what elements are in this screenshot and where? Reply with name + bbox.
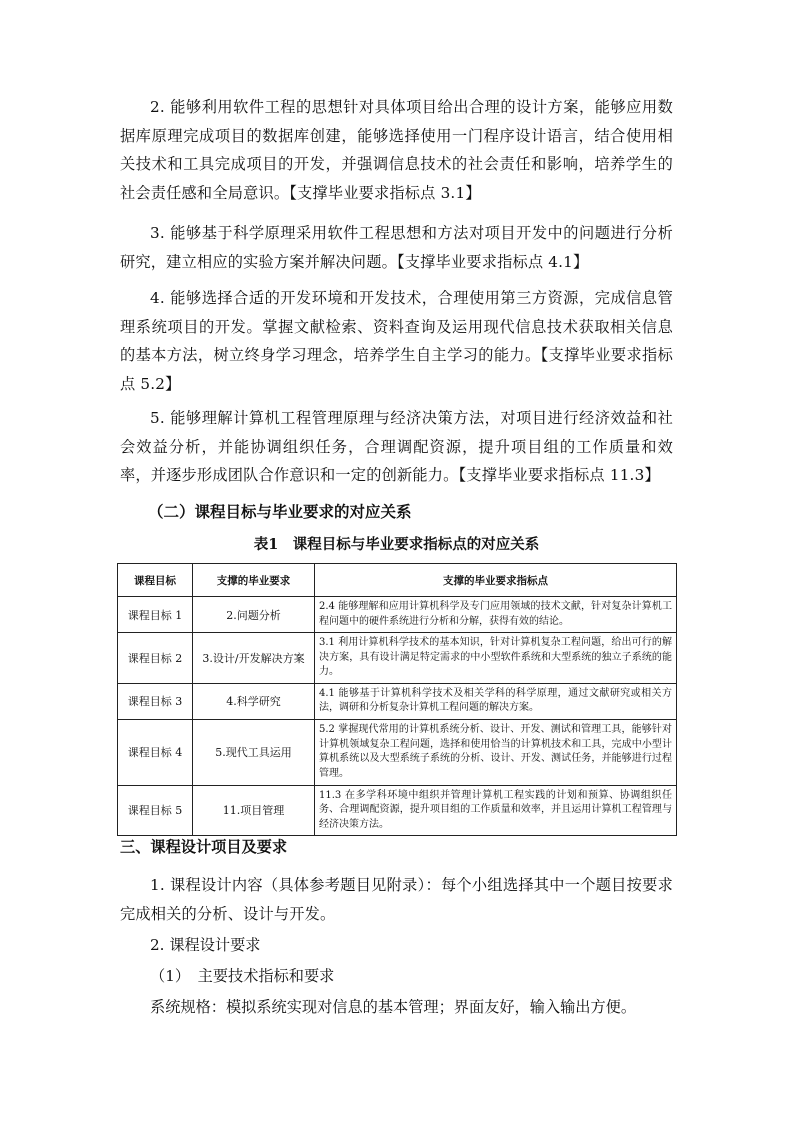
paragraph-goal-3	[120, 219, 673, 276]
table-row	[118, 597, 677, 633]
cell-goal: 课程目标 5	[118, 785, 193, 836]
table-caption: 表1 课程目标与毕业要求指标点的对应关系	[253, 536, 540, 553]
item-2-1: （1） 主要技术指标和要求	[150, 967, 335, 985]
cell-goal: 课程目标 2	[118, 633, 193, 684]
system-spec: 系统规格：模拟系统实现对信息的基本管理；界面友好，输入输出方便。	[150, 998, 636, 1016]
cell-requirement: 5.现代工具运用	[193, 719, 315, 785]
item-2: 2. 课程设计要求	[150, 936, 261, 954]
cell-indicator: 11.3 在多学科环境中组织并管理计算机工程实践的计划和预算、协调组织任务、合理调配资源，提升项目组的工作质量和效率，并且运用计算机工程管理与经济决策方法。	[315, 785, 677, 836]
paragraph-goal-3-text: 3. 能够基于科学原理采用软件工程思想和方法对项目开发中的问题进行分析研究，建立相应的实验方案并解决问题。【支撑毕业要求指标点 4.1】	[120, 224, 673, 271]
table-row	[118, 633, 677, 684]
paragraph-goal-2	[120, 93, 673, 207]
goals-requirements-table	[117, 563, 677, 836]
item-1-text: 1. 课程设计内容（具体参考题目见附录）：每个小组选择其中一个题目按要求完成相关的分析、设计与开发。	[120, 876, 673, 923]
cell-requirement: 4.科学研究	[193, 683, 315, 719]
table-row	[118, 683, 677, 719]
cell-indicator: 5.2 掌握现代常用的计算机系统分析、设计、开发、测试和管理工具，能够针对计算机领域复杂工程问题，选择和使用恰当的计算机技术和工具，完成中小型计算机系统以及大型系统子系统的分析、设计、开发、测试任务，并能够进行过程管理。	[315, 719, 677, 785]
cell-indicator: 4.1 能够基于计算机科学技术及相关学科的科学原理，通过文献研究或相关方法，调研和分析复杂计算机工程问题的解决方案。	[315, 683, 677, 719]
section-3-heading: 三、课程设计项目及要求	[120, 838, 288, 856]
cell-requirement: 3.设计/开发解决方案	[193, 633, 315, 684]
section-2-heading: （二）课程目标与毕业要求的对应关系	[148, 503, 412, 521]
paragraph-goal-4	[120, 284, 673, 398]
paragraph-goal-4-text: 4. 能够选择合适的开发环境和开发技术，合理使用第三方资源，完成信息管理系统项目的开发。掌握文献检索、资料查询及运用现代信息技术获取相关信息的基本方法，树立终身学习理念，培养学生自主学习的能力。【支撑毕业要求指标点 5.2】	[120, 289, 673, 393]
header-requirement: 支撑的毕业要求	[193, 564, 315, 597]
paragraph-goal-5	[120, 404, 673, 490]
table-row	[118, 719, 677, 785]
item-1	[120, 871, 673, 928]
paragraph-goal-5-text: 5. 能够理解计算机工程管理原理与经济决策方法，对项目进行经济效益和社会效益分析，并能协调组织任务，合理调配资源，提升项目组的工作质量和效率，并逐步形成团队合作意识和一定的创新能力。【支撑毕业要求指标点 11.3】	[120, 409, 673, 485]
header-indicator: 支撑的毕业要求指标点	[315, 564, 677, 597]
cell-requirement: 11.项目管理	[193, 785, 315, 836]
cell-requirement: 2.问题分析	[193, 597, 315, 633]
cell-goal: 课程目标 1	[118, 597, 193, 633]
cell-indicator: 3.1 利用计算机科学技术的基本知识，针对计算机复杂工程问题，给出可行的解决方案，具有设计满足特定需求的中小型软件系统和大型系统的独立子系统的能力。	[315, 633, 677, 684]
cell-goal: 课程目标 4	[118, 719, 193, 785]
table-row	[118, 785, 677, 836]
cell-goal: 课程目标 3	[118, 683, 193, 719]
paragraph-goal-2-text: 2. 能够利用软件工程的思想针对具体项目给出合理的设计方案，能够应用数据库原理完成项目的数据库创建，能够选择使用一门程序设计语言，结合使用相关技术和工具完成项目的开发，并强调信息技术的社会责任和影响，培养学生的社会责任感和全局意识。【支撑毕业要求指标点 3.1】	[120, 98, 673, 202]
cell-indicator: 2.4 能够理解和应用计算机科学及专门应用领域的技术文献，针对复杂计算机工程问题中的硬件系统进行分析和分解，获得有效的结论。	[315, 597, 677, 633]
table-header-row	[118, 564, 677, 597]
header-goal: 课程目标	[118, 564, 193, 597]
